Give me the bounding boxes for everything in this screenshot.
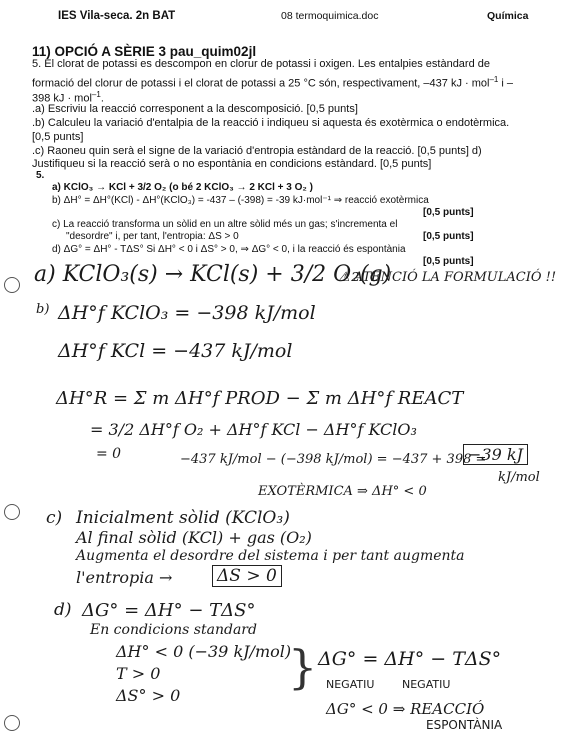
- solution-b: b) ΔH° = ΔH°(KCl) - ΔH°(KClO₃) = -437 – (-398) = -39 kJ·mol⁻¹ ⇒ reacció exotèrmica: [52, 195, 429, 206]
- hand-b-exo: EXOTÈRMICA ⇒ ΔH° < 0: [258, 484, 427, 499]
- solution-a: a) KClO₃ → KCl + 3/2 O₂ (o bé 2 KClO₃ → 2 KCl + 3 O₂ ): [52, 182, 313, 193]
- hand-d-s: ΔS° > 0: [116, 686, 181, 705]
- problem-line-2: formació del clorur de potassi i el clorat de potassi a 25 °C són, respectivament, –437 kJ · mol$^{-1}$ i –: [32, 75, 514, 90]
- hand-b-eq3: −437 kJ/mol − (−398 kJ/mol) = −437 + 398 =: [180, 452, 487, 467]
- punch-hole-top: [4, 277, 20, 293]
- hand-c-result-box: ΔS > 0: [212, 565, 282, 587]
- hand-d-neg1: NEGATIU: [326, 678, 375, 691]
- hand-d-eq: ΔG° = ΔH° − TΔS°: [82, 600, 256, 621]
- hand-d-label: d): [54, 600, 72, 620]
- hand-a-note: ⚠ ATENCIÓ LA FORMULACIÓ !!: [338, 270, 557, 285]
- hand-d-eq2: ΔG° = ΔH° − TΔS°: [318, 648, 502, 670]
- question-a: .a) Escriviu la reacció corresponent a la descomposició. [0,5 punts]: [32, 103, 358, 115]
- hand-b-kclo3: ΔH°f KClO₃ = −398 kJ/mol: [58, 302, 316, 324]
- hand-b-result-box: −39 kJ: [463, 444, 528, 465]
- solution-d-points: [0,5 punts]: [423, 256, 474, 267]
- problem-line-3: 398 kJ · mol$^{-1}$.: [32, 90, 104, 105]
- hand-b-result-unit: kJ/mol: [498, 470, 540, 485]
- hand-b-zero: = 0: [96, 446, 122, 462]
- hand-c-line3: Augmenta el desordre del sistema i per tant augmenta: [76, 548, 465, 564]
- punch-hole-bottom: [4, 715, 20, 731]
- header-file: 08 termoquimica.doc: [281, 10, 379, 22]
- question-c: .c) Raoneu quin serà el signe de la variació d'entropia estàndard de la reacció. [0,5 punts] d): [32, 145, 482, 157]
- hand-d-brace: }: [288, 640, 318, 694]
- solution-c-points: [0,5 punts]: [423, 231, 474, 242]
- solution-d: d) ΔG° = ΔH° - TΔS° Si ΔH° < 0 i ΔS° > 0, ⇒ ΔG° < 0, i la reacció és espontània: [52, 244, 406, 255]
- punch-hole-middle: [4, 504, 20, 520]
- problem-line-1: 5. El clorat de potassi es descompon en clorur de potassi i oxigen. Les entalpies estàndard de: [32, 58, 490, 70]
- question-b: .b) Calculeu la variació d'entalpia de la reacció i indiqueu si aquesta és exotèrmica o endotèrmica.: [32, 117, 510, 129]
- hand-c-line1: Inicialment sòlid (KClO₃): [76, 508, 290, 528]
- hand-b-kcl: ΔH°f KCl = −437 kJ/mol: [58, 340, 293, 362]
- header-subject: Química: [487, 10, 529, 22]
- hand-d-neg2: NEGATIU: [402, 678, 451, 691]
- hand-a-reaction: a) KClO₃(s) → KCl(s) + 3/2 O₂(g): [34, 262, 392, 287]
- hand-b-label: b): [36, 302, 50, 317]
- hand-c-label: c): [46, 508, 63, 528]
- hand-d-final: ΔG° < 0 ⇒ REACCIÓ: [326, 700, 485, 718]
- solution-number: 5.: [36, 170, 45, 181]
- question-d: Justifiqueu si la reacció serà o no espontània en condicions estàndard. [0,5 punts]: [32, 158, 432, 170]
- hand-c-line4: l'entropia →: [76, 568, 173, 587]
- hand-c-line2: Al final sòlid (KCl) + gas (O₂): [76, 528, 312, 547]
- hand-b-eq2: = 3/2 ΔH°f O₂ + ΔH°f KCl − ΔH°f KClO₃: [90, 420, 417, 439]
- solution-c-line2: "desordre" i, per tant, l'entropia: ΔS > 0: [66, 231, 239, 242]
- question-b-points: [0,5 punts]: [32, 131, 84, 143]
- solution-b-points: [0,5 punts]: [423, 207, 474, 218]
- hand-d-h: ΔH° < 0 (−39 kJ/mol): [116, 642, 292, 661]
- hand-b-eq1: ΔH°R = Σ m ΔH°f PROD − Σ m ΔH°f REACT: [56, 388, 464, 409]
- header-school: IES Vila-seca. 2n BAT: [58, 10, 176, 22]
- hand-d-cond: En condicions standard: [90, 622, 257, 638]
- hand-d-t: T > 0: [116, 664, 161, 683]
- problem-title: 11) OPCIÓ A SÈRIE 3 pau_quim02jl: [32, 44, 257, 59]
- solution-c-line1: c) La reacció transforma un sòlid en un altre sòlid més un gas; s'incrementa el: [52, 219, 398, 230]
- hand-d-final2: ESPONTÀNIA: [426, 718, 503, 732]
